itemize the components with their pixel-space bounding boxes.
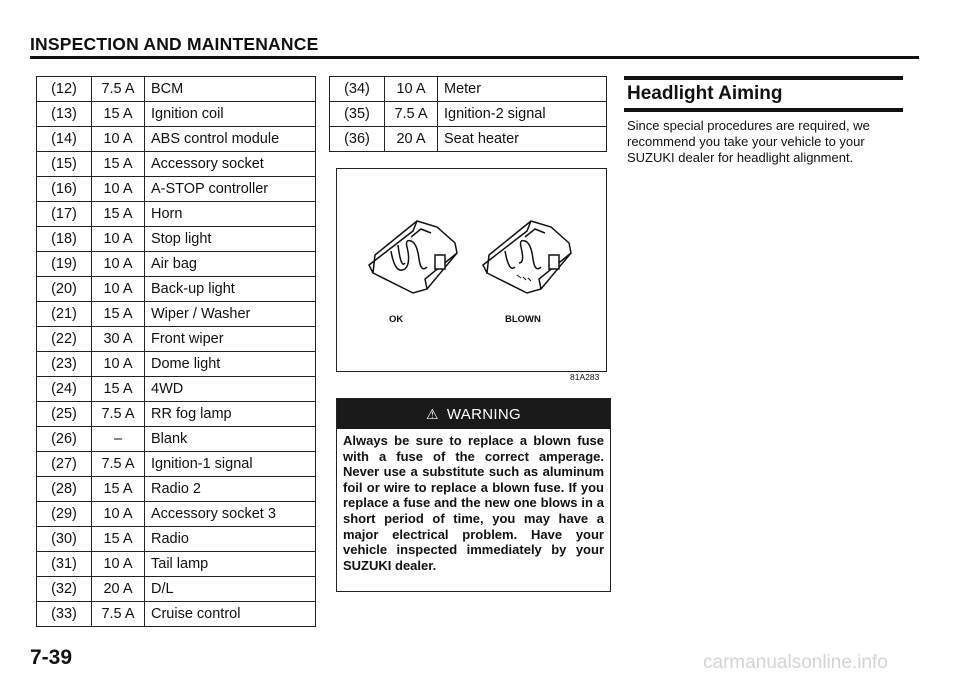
fuse-circuit-name: 4WD [145, 377, 316, 402]
fuse-amperage: 15 A [92, 477, 145, 502]
fuse-amperage: 10 A [92, 177, 145, 202]
fuse-amperage: 20 A [385, 127, 438, 152]
fuse-amperage: 7.5 A [92, 77, 145, 102]
fuse-table-left [36, 76, 316, 627]
fuse-amperage: 10 A [92, 127, 145, 152]
fuse-circuit-name: Ignition-2 signal [438, 102, 607, 127]
fuse-circuit-name: Meter [438, 77, 607, 102]
fuse-row [37, 602, 316, 627]
fuse-amperage: 7.5 A [385, 102, 438, 127]
fuse-amperage: 10 A [92, 502, 145, 527]
fuse-circuit-name: RR fog lamp [145, 402, 316, 427]
fuse-number: (16) [37, 177, 92, 202]
fuse-row [37, 552, 316, 577]
fuse-number: (24) [37, 377, 92, 402]
fuse-row [37, 502, 316, 527]
fuse-circuit-name: Ignition coil [145, 102, 316, 127]
headlight-top-bar [624, 76, 903, 80]
fuse-amperage: 10 A [92, 277, 145, 302]
page-number: 7-39 [30, 646, 73, 669]
fuse-amperage: 15 A [92, 202, 145, 227]
fuse-circuit-name: Accessory socket [145, 152, 316, 177]
fuse-row [37, 377, 316, 402]
fuse-amperage: 10 A [385, 77, 438, 102]
fuse-row [37, 327, 316, 352]
fuse-circuit-name: Accessory socket 3 [145, 502, 316, 527]
fuse-row [37, 527, 316, 552]
fuse-circuit-name: Blank [145, 427, 316, 452]
fuse-row [330, 102, 607, 127]
fuse-number: (25) [37, 402, 92, 427]
fuse-row [37, 577, 316, 602]
fuse-number: (20) [37, 277, 92, 302]
fuse-number: (33) [37, 602, 92, 627]
blown-fuse-icon [483, 221, 571, 293]
fuse-amperage: 10 A [92, 352, 145, 377]
headlight-text: Since special procedures are required, we recommend you take your vehicle to your SUZUKI dealer for headlight alignment. [627, 118, 870, 165]
ok-label: OK [389, 314, 404, 325]
fuse-number: (14) [37, 127, 92, 152]
headlight-bottom-bar [624, 108, 903, 112]
fuse-amperage: 15 A [92, 302, 145, 327]
fuse-number: (18) [37, 227, 92, 252]
ok-fuse-icon [369, 221, 457, 293]
fuse-row [37, 152, 316, 177]
fuse-number: (19) [37, 252, 92, 277]
watermark: carmanualsonline.info [703, 652, 888, 673]
fuse-amperage: 30 A [92, 327, 145, 352]
fuse-row [37, 427, 316, 452]
fuse-number: (23) [37, 352, 92, 377]
fuse-number: (15) [37, 152, 92, 177]
fuse-row [37, 252, 316, 277]
fuse-number: (13) [37, 102, 92, 127]
fuse-row [37, 177, 316, 202]
fuse-row [37, 102, 316, 127]
fuse-circuit-name: Dome light [145, 352, 316, 377]
fuse-row [37, 127, 316, 152]
fuse-circuit-name: Back-up light [145, 277, 316, 302]
fuse-number: (27) [37, 452, 92, 477]
fuse-number: (36) [330, 127, 385, 152]
fuse-amperage: 15 A [92, 152, 145, 177]
fuse-amperage: – [92, 427, 145, 452]
fuse-amperage: 15 A [92, 527, 145, 552]
figure-code: 81A283 [570, 372, 600, 382]
fuse-circuit-name: Radio [145, 527, 316, 552]
fuse-amperage: 7.5 A [92, 452, 145, 477]
fuse-circuit-name: A-STOP controller [145, 177, 316, 202]
fuse-circuit-name: Ignition-1 signal [145, 452, 316, 477]
fuse-row [330, 127, 607, 152]
fuse-number: (31) [37, 552, 92, 577]
fuse-circuit-name: Horn [145, 202, 316, 227]
fuse-circuit-name: Air bag [145, 252, 316, 277]
fuse-amperage: 15 A [92, 377, 145, 402]
fuse-circuit-name: Wiper / Washer [145, 302, 316, 327]
fuse-number: (21) [37, 302, 92, 327]
fuse-circuit-name: BCM [145, 77, 316, 102]
fuse-number: (34) [330, 77, 385, 102]
fuse-row [37, 452, 316, 477]
fuse-number: (28) [37, 477, 92, 502]
warning-text: Always be sure to replace a blown fuse with a fuse of the correct amperage. Never use a substitute such as aluminum foil or wire to replace a blown fuse. If you replace a fuse and the new one blows in a short period of time, you may have a major electrical problem. Have your vehicle inspected immediately by your SUZUKI dealer. [343, 433, 604, 573]
fuse-number: (26) [37, 427, 92, 452]
fuse-table-mid [329, 76, 607, 152]
fuse-circuit-name: Front wiper [145, 327, 316, 352]
fuse-circuit-name: D/L [145, 577, 316, 602]
warning-box [336, 398, 611, 592]
fuse-row [37, 352, 316, 377]
fuse-amperage: 7.5 A [92, 602, 145, 627]
warning-triangle-icon: ⚠ [426, 405, 439, 422]
headlight-title: Headlight Aiming [627, 83, 783, 104]
fuse-number: (17) [37, 202, 92, 227]
fuse-number: (22) [37, 327, 92, 352]
fuse-number: (30) [37, 527, 92, 552]
fuse-row [330, 77, 607, 102]
fuse-amperage: 15 A [92, 102, 145, 127]
fuse-row [37, 302, 316, 327]
fuse-number: (29) [37, 502, 92, 527]
warning-header [337, 399, 610, 429]
fuse-amperage: 10 A [92, 252, 145, 277]
fuse-circuit-name: Tail lamp [145, 552, 316, 577]
fuse-circuit-name: Cruise control [145, 602, 316, 627]
fuse-amperage: 10 A [92, 552, 145, 577]
fuse-amperage: 20 A [92, 577, 145, 602]
fuse-row [37, 477, 316, 502]
fuse-illustration [337, 169, 606, 371]
fuse-circuit-name: Stop light [145, 227, 316, 252]
fuse-number: (12) [37, 77, 92, 102]
blown-label: BLOWN [505, 314, 541, 325]
fuse-circuit-name: Seat heater [438, 127, 607, 152]
fuse-number: (32) [37, 577, 92, 602]
fuse-amperage: 7.5 A [92, 402, 145, 427]
fuse-circuit-name: Radio 2 [145, 477, 316, 502]
fuse-row [37, 202, 316, 227]
fuse-number: (35) [330, 102, 385, 127]
fuse-row [37, 77, 316, 102]
fuse-amperage: 10 A [92, 227, 145, 252]
warning-title: WARNING [446, 405, 521, 423]
header-divider [30, 56, 919, 59]
fuse-row [37, 402, 316, 427]
fuse-circuit-name: ABS control module [145, 127, 316, 152]
fuse-figure [336, 168, 607, 372]
page-header-title: INSPECTION AND MAINTENANCE [30, 34, 319, 54]
fuse-row [37, 277, 316, 302]
fuse-row [37, 227, 316, 252]
